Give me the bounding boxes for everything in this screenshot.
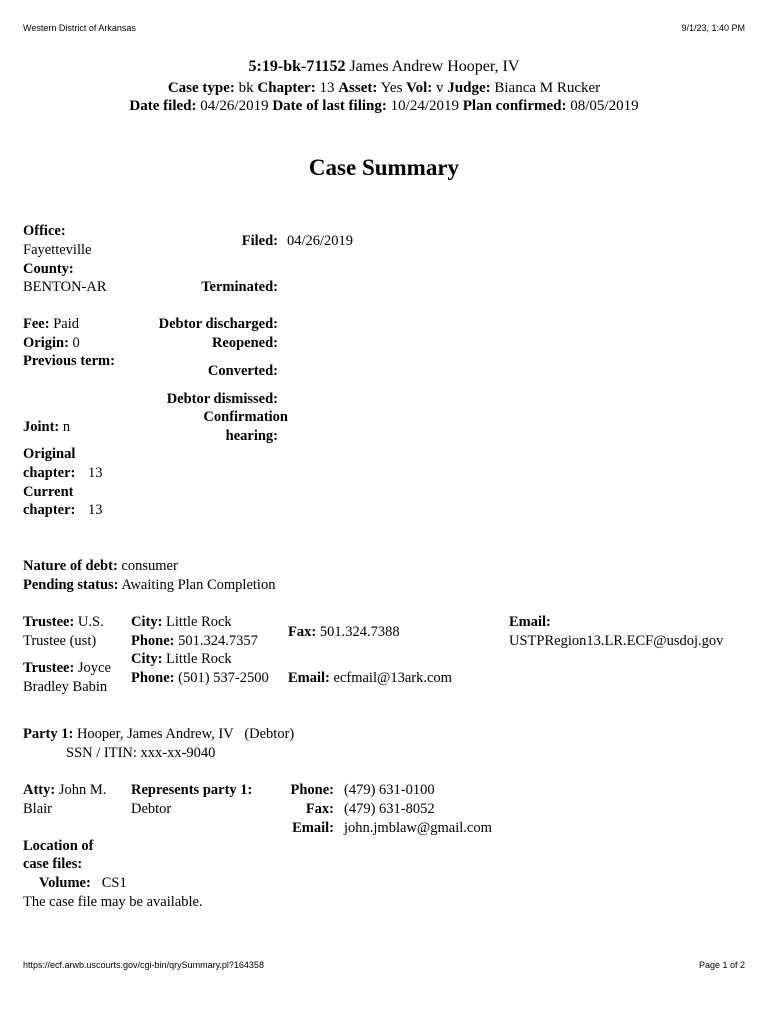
joint-value: n: [62, 419, 71, 435]
print-footer-url: https://ecf.arwb.uscourts.gov/cgi-bin/qrySummary.pl?164358: [23, 960, 264, 970]
trustee-2-city-label: City:: [131, 651, 163, 667]
case-header-line-3: [0, 96, 768, 116]
attorney-fax-label: Fax:: [305, 801, 334, 817]
trustee-2-phone-label: Phone:: [131, 670, 175, 686]
party-1-row: [23, 725, 294, 743]
trustee-2-email: ecfmail@13ark.com: [333, 670, 452, 686]
reopened-label: Reopened:: [211, 335, 278, 351]
terminated-label: Terminated:: [201, 279, 278, 295]
last-filing-value: 10/24/2019: [390, 98, 459, 114]
filed-label: Filed:: [241, 233, 278, 249]
print-header-datetime: 9/1/23, 1:40 PM: [681, 23, 745, 33]
represents-value: Debtor: [131, 801, 172, 817]
original-chapter-label-1: Original: [23, 446, 76, 462]
trustee-2-city-row: [131, 650, 232, 668]
attorney-phone-label: Phone:: [290, 782, 334, 798]
county-label: County:: [23, 261, 74, 277]
previous-term-label: Previous term:: [23, 353, 115, 369]
trustee-2-city: Little Rock: [166, 651, 232, 667]
fee-value: Paid: [53, 316, 79, 332]
joint-row: [23, 418, 70, 436]
pending-status-label: Pending status:: [23, 577, 119, 593]
attorney-email-label: Email:: [292, 820, 334, 836]
attorney-name-line-2: Blair: [23, 801, 52, 817]
confirmation-label-1: Confirmation: [203, 409, 288, 425]
pending-status-value: Awaiting Plan Completion: [121, 577, 276, 593]
trustee-1-city-row: [131, 613, 232, 631]
case-header-line-2: [0, 78, 768, 98]
plan-confirmed-label: Plan confirmed:: [462, 98, 567, 114]
trustee-2-phone: (501) 537-2500: [178, 670, 269, 686]
trustee-2-name-part-1: Joyce: [77, 660, 111, 676]
trustee-1-email: USTPRegion13.LR.ECF@usdoj.gov: [509, 633, 724, 649]
converted-label: Converted:: [207, 363, 278, 379]
judge-label: Judge:: [447, 80, 491, 96]
filed-value: 04/26/2019: [287, 233, 354, 249]
joint-label: Joint:: [23, 419, 60, 435]
vol-label: Vol:: [406, 80, 433, 96]
attorney-label: Atty:: [23, 782, 56, 798]
judge-value: Bianca M Rucker: [494, 80, 601, 96]
trustee-1-name-line-2: Trustee (ust): [23, 633, 97, 649]
trustee-1-name-line-1: [23, 613, 104, 631]
attorney-email: john.jmblaw@gmail.com: [344, 820, 492, 836]
trustee-1-phone: 501.324.7357: [178, 633, 258, 649]
case-header-line-1: [0, 57, 768, 77]
trustee-1-fax: 501.324.7388: [319, 624, 400, 640]
chapter-value: 13: [319, 80, 335, 96]
debtor-name: James Andrew Hooper, IV: [349, 58, 520, 75]
case-file-note: The case file may be available.: [23, 894, 203, 910]
case-number: 5:19-bk-71152: [248, 58, 346, 75]
office-label: Office:: [23, 223, 66, 239]
trustee-1-city: Little Rock: [166, 614, 232, 630]
date-filed-value: 04/26/2019: [200, 98, 269, 114]
plan-confirmed-value: 08/05/2019: [570, 98, 639, 114]
print-header-court: Western District of Arkansas: [23, 23, 136, 33]
original-chapter-value: 13: [88, 465, 103, 481]
last-filing-label: Date of last filing:: [272, 98, 387, 114]
origin-row: [23, 334, 80, 352]
trustee-1-fax-row: [288, 623, 400, 641]
volume-value: CS1: [101, 875, 127, 891]
trustee-2-name-line-2: Bradley Babin: [23, 679, 108, 695]
print-footer-page: Page 1 of 2: [698, 960, 745, 970]
trustee-1-city-label: City:: [131, 614, 163, 630]
trustee-2-email-label: Email:: [288, 670, 330, 686]
trustee-1-phone-label: Phone:: [131, 633, 175, 649]
attorney-fax: (479) 631-8052: [344, 801, 435, 817]
party-1-ssn: SSN / ITIN: xxx-xx-9040: [66, 745, 216, 761]
trustee-1-fax-label: Fax:: [288, 624, 317, 640]
debtor-discharged-label: Debtor discharged:: [158, 316, 278, 332]
nature-of-debt-row: [23, 557, 178, 575]
trustee-1-name-part-1: U.S.: [77, 614, 104, 630]
party-1-role: (Debtor): [244, 726, 295, 742]
vol-value: v: [436, 80, 444, 96]
trustee-1-email-label: Email:: [509, 614, 551, 630]
party-1-label: Party 1:: [23, 726, 74, 742]
case-type-label: Case type:: [167, 80, 235, 96]
trustee-2-name-line-1: [23, 659, 111, 677]
party-1-name: Hooper, James Andrew, IV: [76, 726, 234, 742]
trustee-1-phone-row: [131, 632, 258, 650]
current-chapter-label-1: Current: [23, 484, 74, 500]
chapter-label: Chapter:: [257, 80, 316, 96]
fee-label: Fee:: [23, 316, 50, 332]
confirmation-label-2: hearing:: [225, 428, 278, 444]
nature-of-debt-label: Nature of debt:: [23, 558, 118, 574]
trustee-2-phone-row: [131, 669, 269, 687]
date-filed-label: Date filed:: [129, 98, 197, 114]
location-label-2: case files:: [23, 856, 83, 872]
asset-value: Yes: [380, 80, 403, 96]
attorney-phone: (479) 631-0100: [344, 782, 435, 798]
nature-of-debt-value: consumer: [121, 558, 178, 574]
trustee-1-label: Trustee:: [23, 614, 75, 630]
volume-label: Volume:: [39, 875, 91, 891]
volume-row: [39, 874, 127, 892]
attorney-name-line-1: [23, 781, 106, 799]
origin-label: Origin:: [23, 335, 69, 351]
county-value: BENTON-AR: [23, 279, 107, 295]
office-value: Fayetteville: [23, 242, 92, 258]
current-chapter-label-2: chapter:: [23, 502, 76, 518]
location-label-1: Location of: [23, 838, 94, 854]
attorney-name-part-1: John M.: [58, 782, 107, 798]
asset-label: Asset:: [338, 80, 378, 96]
pending-status-row: [23, 576, 275, 594]
trustee-2-email-row: [288, 669, 452, 687]
current-chapter-value: 13: [88, 502, 103, 518]
debtor-dismissed-label: Debtor dismissed:: [166, 391, 278, 407]
trustee-2-label: Trustee:: [23, 660, 75, 676]
case-type-value: bk: [238, 80, 254, 96]
fee-row: [23, 315, 79, 333]
page-title: Case Summary: [308, 155, 460, 180]
represents-label: Represents party 1:: [131, 782, 253, 798]
origin-value: 0: [72, 335, 80, 351]
original-chapter-label-2: chapter:: [23, 465, 76, 481]
